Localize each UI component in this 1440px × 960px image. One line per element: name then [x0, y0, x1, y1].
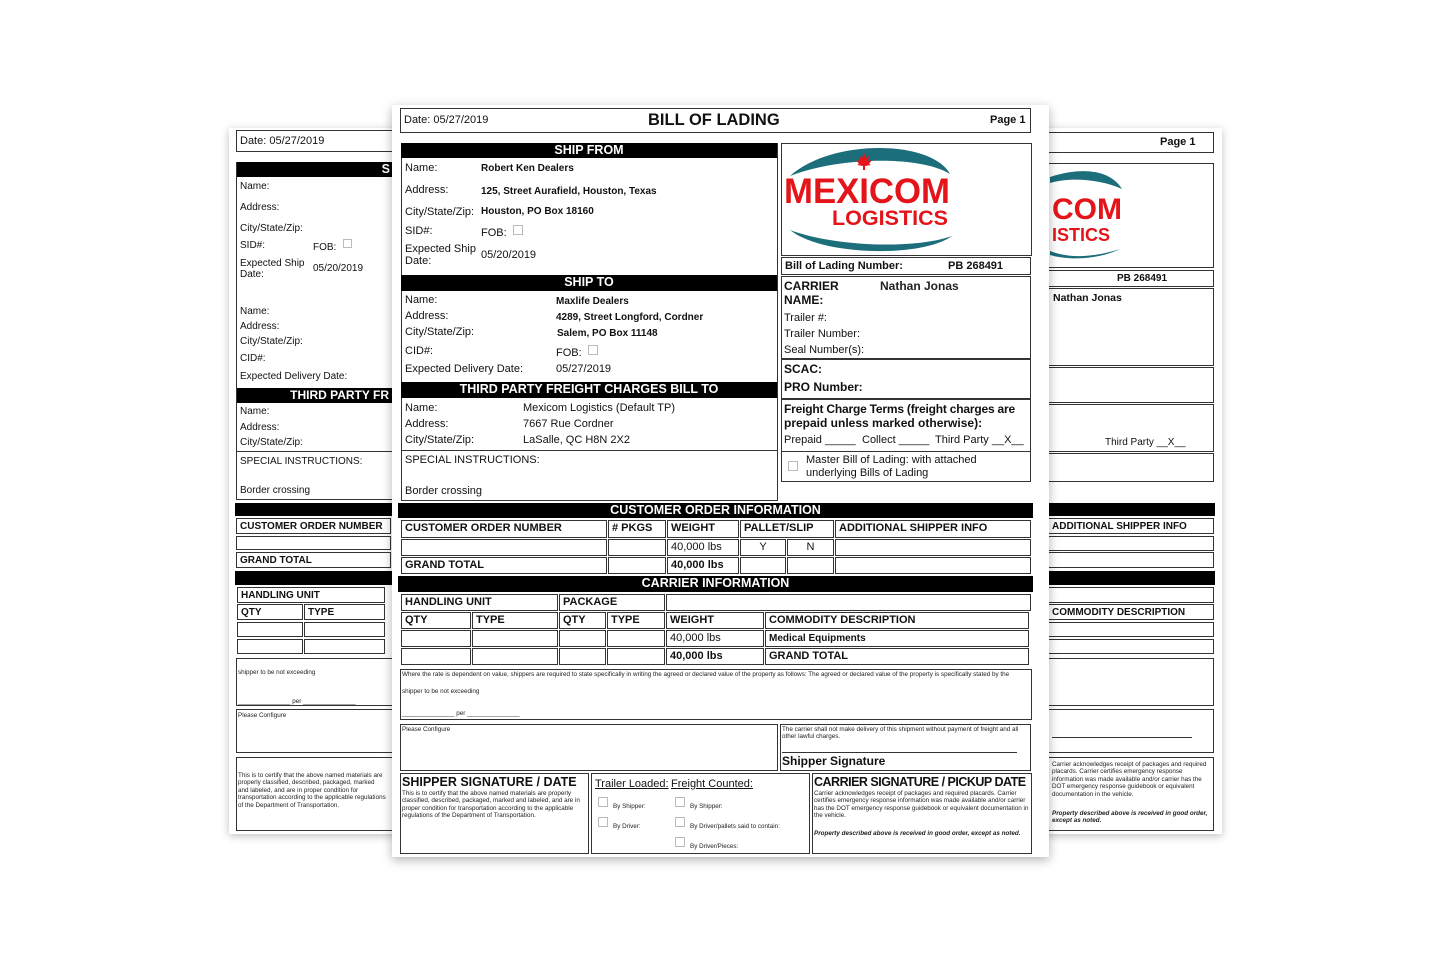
- third-party-address-label: Address:: [405, 418, 449, 430]
- label: SID#:: [240, 240, 266, 251]
- ship-to-fob-label: FOB:: [556, 347, 582, 359]
- back-grand-total: GRAND TOTAL: [236, 552, 391, 568]
- special-instructions-value: Border crossing: [405, 485, 483, 497]
- commodity-header: COMMODITY DESCRIPTION: [765, 612, 1029, 629]
- grey-cell: [607, 648, 665, 665]
- weight-header: WEIGHT: [667, 520, 739, 538]
- freight-terms-line1: Freight Charge Terms (freight charges are: [784, 402, 1015, 416]
- shipper-signature-text: This is to certify that the above named materials are properly classified, described, packaged, marked and labeled, and are in proper condition for transportation according to the applicable regulations of the Department of Transportation.: [402, 790, 580, 820]
- pallet-n-cell: N: [787, 539, 834, 556]
- doc-title: BILL OF LADING: [648, 111, 780, 129]
- label: Date:: [240, 269, 264, 280]
- weight-cell: 40,000 lbs: [667, 539, 739, 556]
- back-carrier-sig-text: Carrier acknowledges receipt of packages and required placards. Carrier certifies emergency response information was made available and/or carrier has the DOT emergency response guidebook or equivalent documentation in the vehicle.: [1052, 761, 1207, 798]
- ship-from-bar: SHIP FROM: [401, 143, 777, 158]
- grand-total-label: GRAND TOTAL: [401, 557, 607, 574]
- counted-by-driver-pallets-checkbox[interactable]: [675, 817, 685, 827]
- back-bol-number: PB 268491: [1117, 273, 1168, 284]
- ship-to-name: Maxlife Dealers: [556, 296, 629, 307]
- ship-from-city: Houston, PO Box 18160: [481, 206, 594, 217]
- freight-terms-line2: prepaid unless marked otherwise):: [784, 416, 983, 430]
- label: FOB:: [313, 242, 337, 253]
- label: Name:: [240, 181, 270, 192]
- label: Address:: [240, 202, 280, 213]
- pkgs-cell[interactable]: [608, 539, 666, 556]
- pro-number-label: PRO Number:: [784, 380, 863, 394]
- blank-header-cell: [666, 594, 1031, 611]
- pkg-type-header: TYPE: [607, 612, 665, 629]
- prepaid-term: Prepaid _____: [784, 434, 856, 446]
- ship-to-address: 4289, Street Longford, Cordner: [556, 312, 704, 323]
- carrier-name-label-1: CARRIER: [784, 279, 839, 293]
- back-third-party-title: THIRD PARTY FR: [290, 388, 389, 402]
- commodity-cell: Medical Equipments: [765, 630, 1029, 647]
- label: CID#:: [240, 353, 266, 364]
- third-party-address: 7667 Rue Cordner: [523, 418, 614, 430]
- label: Expected Ship: [240, 258, 305, 269]
- label: City/State/Zip:: [240, 336, 303, 347]
- logo-line2: LOGISTICS: [832, 207, 948, 230]
- ship-from-address: 125, Street Aurafield, Houston, Texas: [481, 186, 657, 197]
- back-handling-unit: HANDLING UNIT: [237, 587, 385, 603]
- carrier-signature-title: CARRIER SIGNATURE / PICKUP DATE: [814, 775, 1026, 789]
- doc-date: Date: 05/27/2019: [404, 114, 489, 126]
- customer-order-number-header: CUSTOMER ORDER NUMBER: [401, 520, 607, 538]
- counted-by-shipper-checkbox[interactable]: [675, 797, 685, 807]
- delivery-date: 05/27/2019: [556, 363, 612, 375]
- svg-text:ISTICS: ISTICS: [1052, 225, 1111, 245]
- ship-to-address-label: Address:: [405, 310, 449, 322]
- master-bol-line1: Master Bill of Lading: with attached: [806, 454, 977, 466]
- label: Expected Delivery Date:: [240, 371, 348, 382]
- loaded-by-driver-checkbox[interactable]: [598, 817, 608, 827]
- counted-by-driver-pieces-label: By Driver/Pieces:: [690, 843, 739, 850]
- logo-line1: MEXICOM: [784, 172, 950, 211]
- collect-term: Collect _____: [862, 434, 930, 446]
- freight-counted-label: Freight Counted:: [671, 778, 753, 790]
- ship-to-bar: SHIP TO: [401, 275, 777, 291]
- loaded-by-shipper-checkbox[interactable]: [598, 797, 608, 807]
- package-header: PACKAGE: [559, 594, 665, 611]
- ship-from-name-label: Name:: [405, 162, 438, 174]
- customer-order-bar: CUSTOMER ORDER INFORMATION: [398, 503, 1033, 518]
- special-instructions-label: SPECIAL INSTRUCTIONS:: [405, 454, 540, 466]
- third-party-bar: THIRD PARTY FREIGHT CHARGES BILL TO: [401, 382, 777, 398]
- label: City/State/Zip:: [240, 437, 303, 448]
- back-shipper-sig-text: This is to certify that the above named materials are properly classified, described, packaged, marked and labeled, and are in proper condition for transportation according to the applicable regulations of the Department of Transportation.: [238, 772, 386, 809]
- pkg-qty-cell[interactable]: [559, 630, 606, 647]
- ship-from-fob-label: FOB:: [481, 227, 507, 239]
- ship-from-fob-checkbox[interactable]: [513, 225, 523, 235]
- ship-to-name-label: Name:: [405, 294, 438, 306]
- label: SPECIAL INSTRUCTIONS:: [240, 456, 363, 467]
- additional-info-header: ADDITIONAL SHIPPER INFO: [835, 520, 1031, 538]
- hu-qty-total: [401, 648, 471, 665]
- master-bol-checkbox[interactable]: [788, 461, 798, 471]
- back-value-text: shipper to be not exceeding: [238, 669, 316, 676]
- back-carrier-sig-note: Property described above is received in good order, except as noted.: [1052, 810, 1208, 825]
- bol-number-label: Bill of Lading Number:: [785, 260, 903, 272]
- third-party-city-label: City/State/Zip:: [405, 434, 475, 446]
- delivery-date-label: Expected Delivery Date:: [405, 363, 523, 375]
- label: City/State/Zip:: [240, 223, 303, 234]
- shipper-signature-label[interactable]: Shipper Signature: [782, 754, 886, 768]
- carrier-grand-total: GRAND TOTAL: [765, 648, 1029, 665]
- value-declaration-text2: shipper to be not exceeding: [402, 688, 480, 695]
- page-number: Page 1: [990, 114, 1026, 126]
- hu-qty-header: QTY: [401, 612, 471, 629]
- hu-type-header: TYPE: [472, 612, 558, 629]
- label: Name:: [240, 406, 270, 417]
- grey-cell: [740, 557, 786, 574]
- bol-number: PB 268491: [948, 260, 1004, 272]
- counted-by-driver-pieces-checkbox[interactable]: [675, 837, 685, 847]
- pkgs-total-cell: [608, 557, 666, 574]
- ship-date-label-2: Date:: [405, 255, 432, 267]
- grey-cell: [787, 557, 834, 574]
- pallet-y-cell: Y: [740, 539, 786, 556]
- back-carrier-name: Nathan Jonas: [1053, 292, 1122, 304]
- third-party-name: Mexicom Logistics (Default TP): [523, 402, 676, 414]
- hu-type-cell[interactable]: [472, 630, 558, 647]
- back-date: Date: 05/27/2019: [240, 135, 325, 147]
- label: Address:: [240, 422, 280, 433]
- logo-swoosh-bottom: [790, 230, 952, 251]
- shipper-signature-title: SHIPPER SIGNATURE / DATE: [402, 775, 577, 789]
- back-customer-order-header: CUSTOMER ORDER NUMBER: [236, 518, 391, 534]
- signature-line: [782, 752, 1017, 753]
- carrier-weight-cell: 40,000 lbs: [666, 630, 764, 647]
- carrier-weight-header: WEIGHT: [666, 612, 764, 629]
- ship-to-city: Salem, PO Box 11148: [557, 328, 658, 339]
- value-per-line: _______________ per _______________: [402, 710, 520, 717]
- third-party-name-label: Name:: [405, 402, 438, 414]
- weight-total: 40,000 lbs: [667, 557, 739, 574]
- back-additional-info-label: ADDITIONAL SHIPPER INFO: [1052, 521, 1187, 532]
- ship-date: 05/20/2019: [481, 249, 537, 261]
- trailer-loaded-label: Trailer Loaded:: [595, 778, 669, 790]
- svg-text:COM: COM: [1052, 193, 1122, 226]
- grey-cell: [472, 648, 558, 665]
- pkg-type-cell[interactable]: [607, 630, 665, 647]
- handling-unit-header: HANDLING UNIT: [401, 594, 558, 611]
- hu-qty-cell[interactable]: [401, 630, 471, 647]
- ship-from-city-label: City/State/Zip:: [405, 206, 475, 218]
- value-declaration-text1: Where the rate is dependent on value, shippers are required to state specifically in writing the agreed or declared value of the property as follows: The agreed or declared value of the property is specifically stated by the: [402, 671, 1010, 678]
- ship-to-city-label: City/State/Zip:: [405, 326, 475, 338]
- ship-from-sid-label: SID#:: [405, 225, 433, 237]
- back-qty: QTY: [237, 604, 303, 620]
- counted-by-shipper-label: By Shipper:: [690, 803, 723, 810]
- back-per-line: _______________ per _______________: [238, 698, 356, 705]
- ship-from-name: Robert Ken Dealers: [481, 163, 574, 174]
- back-ship-from-title: S: [381, 162, 390, 176]
- back-third-party-term: Third Party __X__: [1105, 437, 1186, 448]
- master-bol-line2: underlying Bills of Lading: [806, 467, 929, 479]
- customer-order-number-cell[interactable]: [401, 539, 607, 556]
- label: Name:: [240, 306, 270, 317]
- carrier-signature-text: Carrier acknowledges receipt of packages and required placards. Carrier certifies emergency response information was made available and/or carrier has the DOT emergency response guidebook or equivalent documentation in the vehicle.: [814, 790, 1029, 820]
- counted-by-driver-pallets-label: By Driver/pallets said to contain:: [690, 823, 780, 830]
- back-please-configure: Please Configure: [238, 712, 287, 719]
- carrier-signature-note: Property described above is received in good order, except as noted.: [814, 830, 1021, 837]
- loaded-by-driver-label: By Driver:: [613, 823, 641, 830]
- third-party-city: LaSalle, QC H8N 2X2: [523, 434, 630, 446]
- mexicom-logo: [782, 144, 1030, 254]
- ship-to-cid-label: CID#:: [405, 345, 434, 357]
- value: 05/20/2019: [313, 263, 364, 274]
- ship-to-fob-checkbox[interactable]: [588, 345, 598, 355]
- carrier-note-text: The carrier shall not make delivery of this shipment without payment of freight and all other lawful charges.: [782, 726, 1019, 741]
- carrier-name-label-2: NAME:: [784, 293, 824, 307]
- please-configure-text: Please Configure: [402, 726, 451, 733]
- value: Border crossing: [240, 485, 311, 496]
- loaded-by-shipper-label: By Shipper:: [613, 803, 646, 810]
- seal-number-label: Seal Number(s):: [784, 344, 865, 356]
- pkg-qty-total: [559, 648, 606, 665]
- back-commodity-label: COMMODITY DESCRIPTION: [1052, 607, 1186, 618]
- scac-label: SCAC:: [784, 362, 822, 376]
- ship-from-address-label: Address:: [405, 184, 449, 196]
- trailer-number-label: Trailer Number:: [784, 328, 860, 340]
- third-party-term: Third Party __X__: [935, 434, 1024, 446]
- please-configure-box: [400, 724, 778, 771]
- carrier-info-bar: CARRIER INFORMATION: [398, 576, 1033, 592]
- label: Address:: [240, 321, 280, 332]
- carrier-weight-total: 40,000 lbs: [666, 648, 764, 665]
- ship-date-label-1: Expected Ship: [405, 243, 476, 255]
- pallet-slip-header: PALLET/SLIP: [740, 520, 834, 538]
- additional-info-cell[interactable]: [835, 539, 1031, 556]
- back-type: TYPE: [304, 604, 385, 620]
- pkgs-header: # PKGS: [608, 520, 666, 538]
- trailer-hash-label: Trailer #:: [784, 312, 827, 324]
- pkg-qty-header: QTY: [559, 612, 606, 629]
- grey-cell: [835, 557, 1031, 574]
- back-page-number: Page 1: [1160, 136, 1196, 148]
- carrier-name: Nathan Jonas: [880, 279, 959, 293]
